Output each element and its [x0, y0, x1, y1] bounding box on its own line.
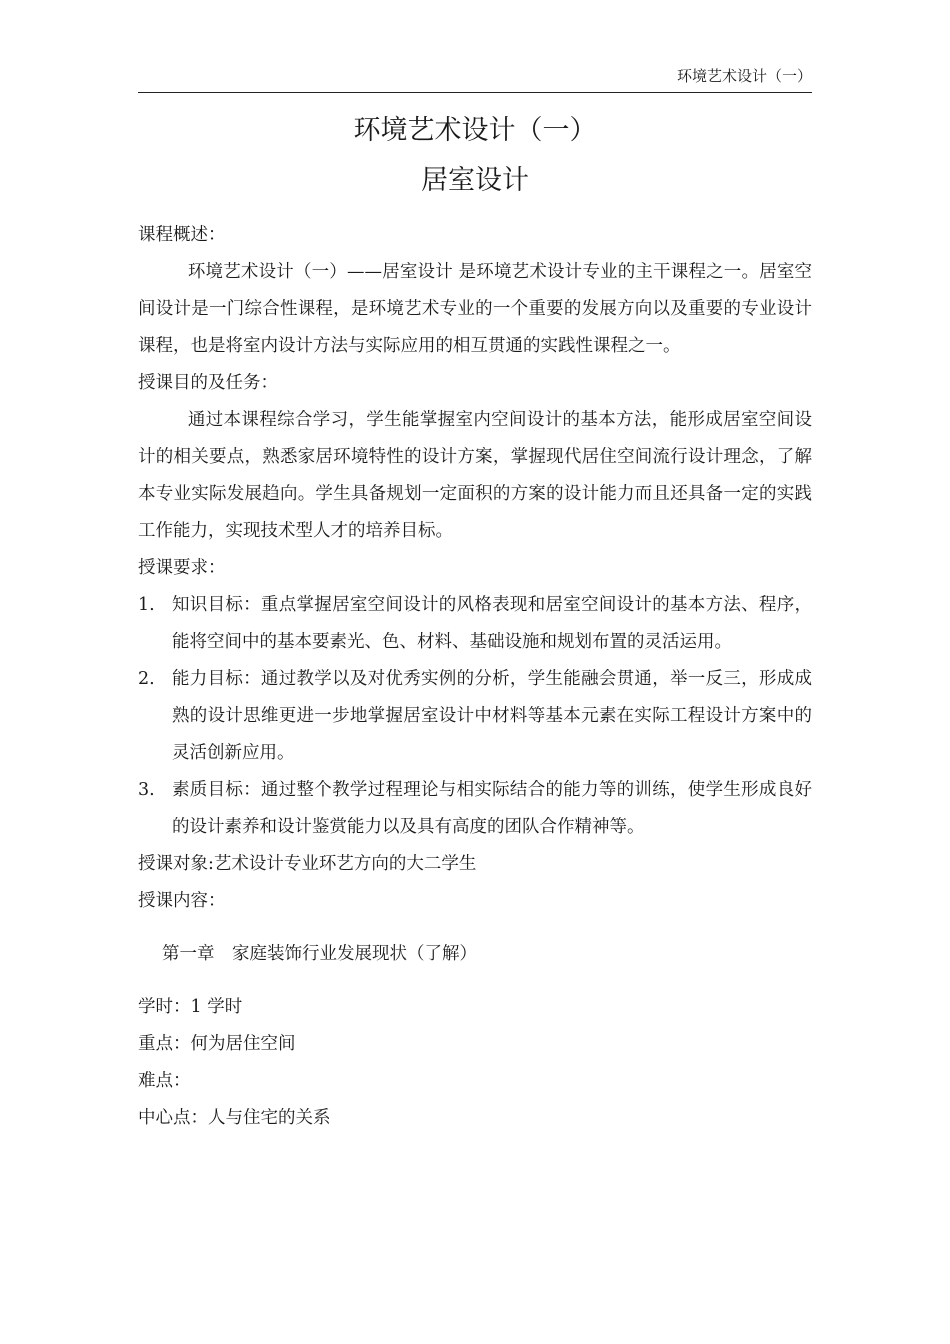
document-body — [138, 217, 812, 1137]
overview-paragraph: 环境艺术设计（一）——居室设计 是环境艺术设计专业的主干课程之一。居室空间设计是一门综合性课程，是环境艺术专业的一个重要的发展方向以及重要的专业设计课程，也是将室内设计方法与实际应用的相互贯通的实践性课程之一。 — [138, 262, 812, 356]
audience-line: 授课对象:艺术设计专业环艺方向的大二学生 — [138, 854, 477, 874]
list-number: 2. — [138, 669, 155, 689]
hours-line: 学时：1 学时 — [138, 997, 243, 1017]
overview-heading: 课程概述： — [138, 225, 226, 245]
document-title: 环境艺术设计（一） — [353, 115, 597, 146]
header-rule — [138, 92, 812, 93]
requirement-item-ability — [138, 661, 812, 772]
list-text: 素质目标：通过整个教学过程理论与相实际结合的能力等的训练，使学生形成良好的设计素养和设计鉴赏能力以及具有高度的团队合作精神等。 — [172, 780, 812, 837]
running-header: 环境艺术设计（一） — [676, 67, 812, 85]
central-point-line: 中心点：人与住宅的关系 — [138, 1108, 331, 1128]
document-subtitle: 居室设计 — [421, 165, 529, 196]
list-number: 3. — [138, 780, 155, 800]
list-text: 知识目标：重点掌握居室空间设计的风格表现和居室空间设计的基本方法、程序，能将空间中的基本要素光、色、材料、基础设施和规划布置的灵活运用。 — [172, 595, 812, 652]
key-point-line: 重点：何为居住空间 — [138, 1034, 296, 1054]
chapter-heading: 第一章 家庭装饰行业发展现状（了解） — [162, 944, 477, 964]
difficulty-line: 难点： — [138, 1071, 191, 1091]
purpose-heading: 授课目的及任务： — [138, 373, 278, 393]
purpose-paragraph: 通过本课程综合学习，学生能掌握室内空间设计的基本方法，能形成居室空间设计的相关要点，熟悉家居环境特性的设计方案，掌握现代居住空间流行设计理念，了解本专业实际发展趋向。学生具备规划一定面积的方案的设计能力而且还具备一定的实践工作能力，实现技术型人才的培养目标。 — [138, 410, 812, 541]
list-number: 1. — [138, 595, 155, 615]
requirements-heading: 授课要求： — [138, 558, 226, 578]
content-heading: 授课内容： — [138, 891, 226, 911]
list-text: 能力目标：通过教学以及对优秀实例的分析，学生能融会贯通，举一反三，形成成熟的设计思维更进一步地掌握居室设计中材料等基本元素在实际工程设计方案中的灵活创新应用。 — [172, 669, 812, 763]
requirement-item-quality — [138, 772, 812, 846]
requirement-item-knowledge — [138, 587, 812, 661]
